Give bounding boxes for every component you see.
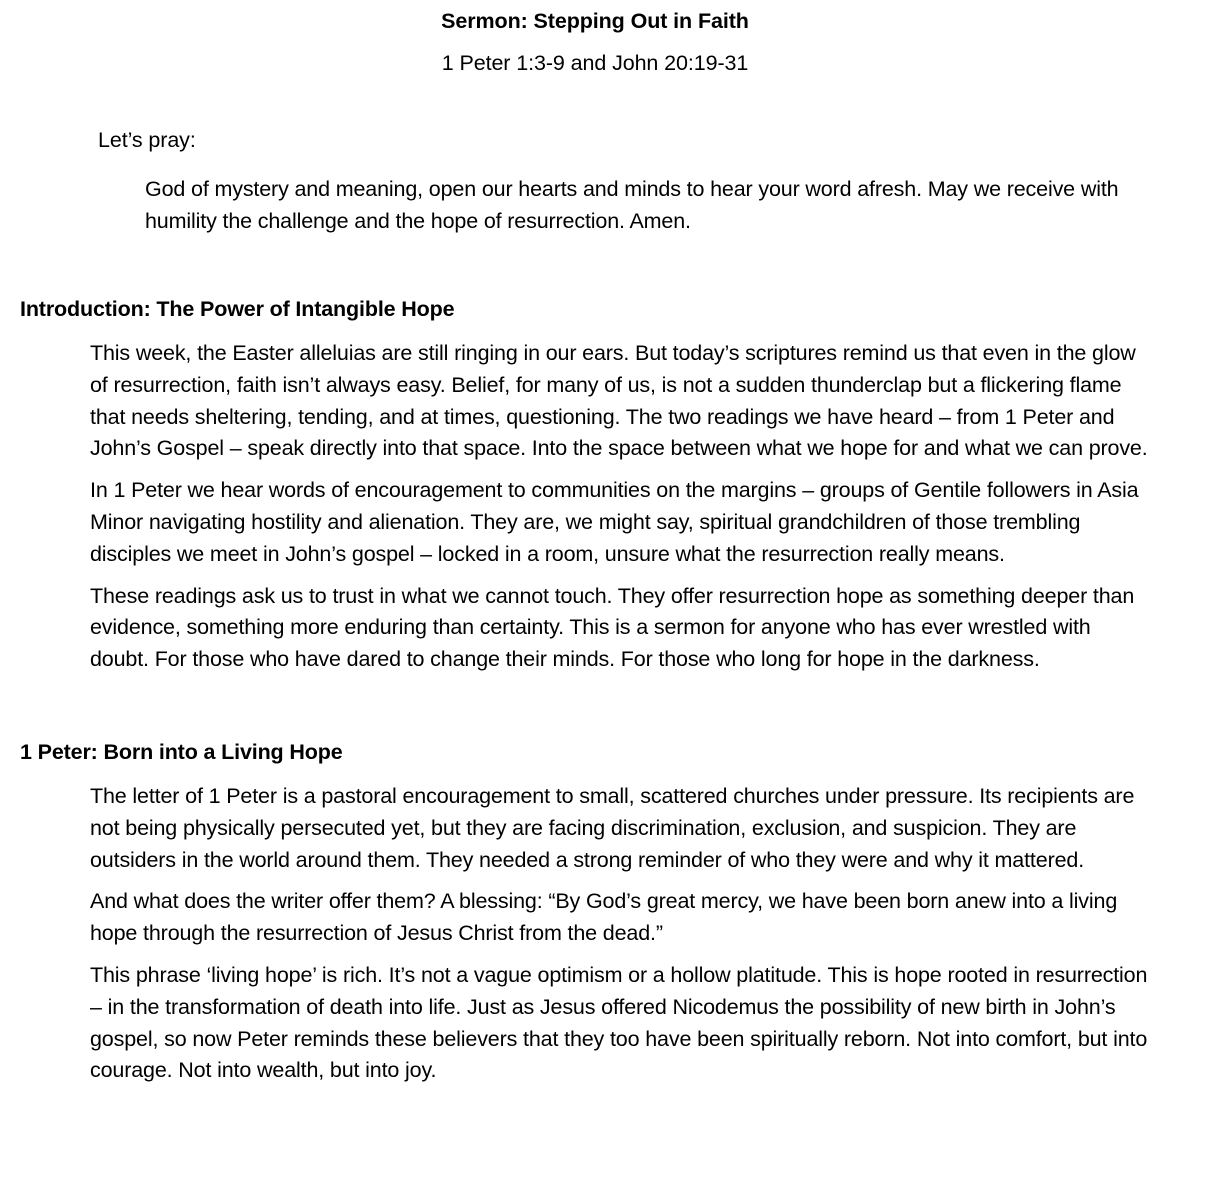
prayer-text: God of mystery and meaning, open our hearts and minds to hear your word afresh. May we receive with humility the challenge and the hope of resurrection. Amen. <box>145 177 1119 233</box>
section-introduction <box>20 294 1170 676</box>
paragraph: These readings ask us to trust in what we cannot touch. They offer resurrection hope as something deeper than evidence, something more enduring than certainty. This is a sermon for anyone who has ever wrestled with doubt. For those who have dared to change their minds. For those who long for hope in the darkness. <box>90 583 1135 672</box>
page-title: Sermon: Stepping Out in Faith <box>441 9 749 33</box>
paragraph: This week, the Easter alleluias are still ringing in our ears. But today’s scriptures remind us that even in the glow of resurrection, faith isn’t always easy. Belief, for many of us, is not a sudden thunderclap but a flickering flame that needs sheltering, tending, and at times, questioning. The two readings we have heard – from 1 Peter and John’s Gospel – speak directly into that space. Into the space between what we hope for and what we can prove. <box>90 341 1148 461</box>
section-1-peter <box>20 737 1170 1087</box>
prayer-lead-in: Let’s pray: <box>98 128 196 152</box>
section-body <box>20 781 1170 1087</box>
section-body <box>20 338 1170 676</box>
paragraph: The letter of 1 Peter is a pastoral encouragement to small, scattered churches under pressure. Its recipients are not being physically persecuted yet, but they are facing discrimination, exclusion, and suspicion. They are outsiders in the world around them. They needed a strong reminder of who they were and why it mattered. <box>90 783 1135 872</box>
section-heading: 1 Peter: Born into a Living Hope <box>20 739 343 764</box>
paragraph: And what does the writer offer them? A blessing: “By God’s great mercy, we have been born anew into a living hope through the resurrection of Jesus Christ from the dead.” <box>90 889 1118 946</box>
section-heading: Introduction: The Power of Intangible Hope <box>20 297 455 321</box>
paragraph: This phrase ‘living hope’ is rich. It’s not a vague optimism or a hollow platitude. This is hope rooted in resurrection – in the transformation of death into life. Just as Jesus offered Nicodemus the possibility of new birth in John’s gospel, so now Peter reminds these believers that they too have been spiritually reborn. Not into comfort, but into courage. Not into wealth, but into joy. <box>90 962 1148 1083</box>
paragraph: In 1 Peter we hear words of encouragement to communities on the margins – groups of Gentile followers in Asia Minor navigating hostility and alienation. They are, we might say, spiritual grandchildren of those trembling disciples we meet in John’s gospel – locked in a room, unsure what the resurrection really means. <box>90 478 1139 566</box>
page-subtitle: 1 Peter 1:3-9 and John 20:19-31 <box>441 51 749 75</box>
